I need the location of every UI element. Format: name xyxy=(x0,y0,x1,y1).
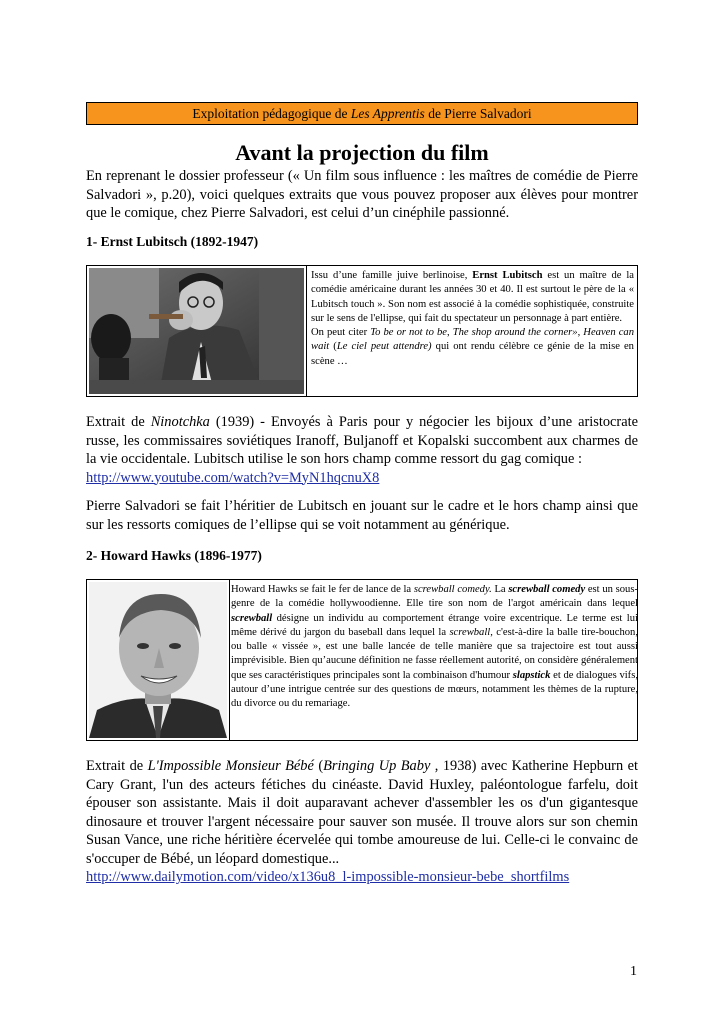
ninotchka-extract: Extrait de Ninotchka (1939) - Envoyés à Paris pour y négocier les bijoux d’une aristocrate russe, les commissaires soviétiques Iranoff, Buljanoff et Kopalski succombent aux charmes de la vie occidentale. Lubitsch utilise le son hors champ comme ressort du gag comique : http://www.youtube.com/watch?v=MyN1hqcnuX8 xyxy=(86,414,638,486)
box-divider xyxy=(306,266,307,396)
dailymotion-link[interactable]: http://www.dailymotion.com/video/x136u8_l-impossible-monsieur-bebe_shortfilms xyxy=(86,869,570,885)
lubitsch-photo xyxy=(89,268,304,394)
header-banner xyxy=(86,102,638,125)
hawks-box-text: Howard Hawks se fait le fer de lance de la screwball comedy. La screwball comedy est un sous-genre de la comédie hollywoodienne. Elle tire son nom de l'argot américain dans lequel screwball désigne un individu au comportement étrange voire excentrique. Le terme est lui même dérivé du jargon du baseball dans lequel la screwball, c'est-à-dire la balle tire-bouchon, ou balle « vissée », est une balle lancée de telle manière que sa trajectoire est tout aussi imprévisible. Bien qu’aucune définition ne fasse réellement autorité, on considère généralement que ses caractéristiques principales sont la combinaison d'humour slapstick et de dialogues vifs, autour d’une intrigue centrée sur des questions de mœurs, notamment les thèmes de la rupture, du divorce ou du remariage. xyxy=(231,584,639,710)
hawks-photo xyxy=(89,582,227,738)
salvadori-note: Pierre Salvadori se fait l’héritier de Lubitsch en jouant sur le cadre et le hors champ ainsi que sur les ressorts comiques de l’ellipse qui se voit notamment au générique. xyxy=(86,498,638,533)
intro-paragraph: En reprenant le dossier professeur (« Un film sous influence : les maîtres de comédie de Pierre Salvadori », p.20), voici quelques extraits que vous pouvez proposer aux élèves pour montrer que le comique, chez Pierre Salvadori, est celui d’un cinéphile passionné. xyxy=(86,168,638,221)
page-number: 1 xyxy=(630,964,637,979)
page-title: Avant la projection du film xyxy=(235,140,489,165)
banner-film-title: Les Apprentis xyxy=(350,106,425,121)
section1-heading: 1- Ernst Lubitsch (1892-1947) xyxy=(86,234,259,249)
banner-text: Exploitation pédagogique de xyxy=(192,106,351,121)
box-divider xyxy=(229,580,230,740)
banner-text-suffix: de Pierre Salvadori xyxy=(424,106,532,121)
youtube-link[interactable]: http://www.youtube.com/watch?v=MyN1hqcnuX8 xyxy=(86,469,380,486)
lubitsch-box-text: Issu d’une famille juive berlinoise, Ernst Lubitsch est un maître de la comédie américaine durant les années 30 et 40. Il est surtout le père de la « Lubitsch touch ». Son nom est associé à la comédie sophistiquée, construite sur le sens de l'ellipse, qui fait du spectateur un personnage à part entière. On peut citer To be or not to be, The shop around the corner», Heaven can wait (Le ciel peut attendre) qui ont rendu célèbre ce génie de la mise en scène … xyxy=(311,270,635,367)
hawks-box xyxy=(86,579,638,741)
section2-heading: 2- Howard Hawks (1896-1977) xyxy=(86,548,262,563)
bringing-up-baby-extract: Extrait de L'Impossible Monsieur Bébé (Bringing Up Baby , 1938) avec Katherine Hepburn et Cary Grant, l'un des acteurs fétiches du cinéaste. David Huxley, paléontologue farfelu, doit épouser son assistante. Mais il doit auparavant achever d'assembler les os d'un gigantesque dinosaure et trouver l'argent nécessaire pour sauver son musée. Il trouve alors sur son chemin Susan Vance, une riche héritière écervelée qui tombe amoureuse de lui. Celle-ci le convainc de s'occuper de Bébé, un léopard domestique... http://www.dailymotion.com/video/x136u8_l-impossible-monsieur-bebe_shortfilms xyxy=(86,758,638,885)
lubitsch-box xyxy=(86,265,638,397)
